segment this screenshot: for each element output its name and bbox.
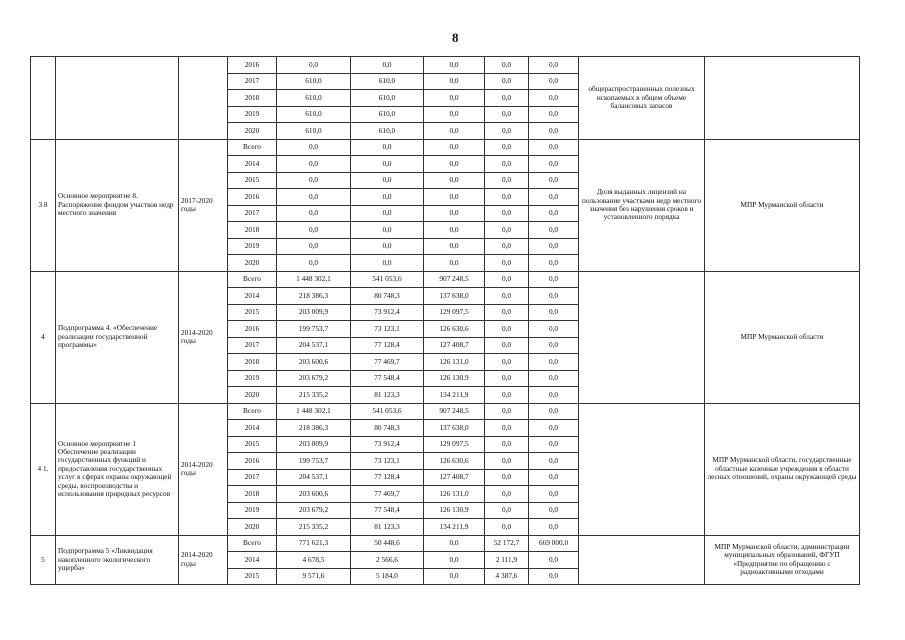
value-cell: 0,0: [424, 222, 485, 239]
measure-name-cell: Подпрограмма 4. «Обеспечение реализации государственной программы»: [56, 271, 179, 403]
value-cell: 0,0: [485, 222, 529, 239]
year-cell: Всего: [228, 271, 277, 288]
value-cell: 0,0: [424, 189, 485, 206]
value-cell: 0,0: [529, 502, 579, 519]
value-cell: 203 600,6: [277, 486, 351, 503]
value-cell: 0,0: [424, 255, 485, 272]
value-cell: 0,0: [485, 354, 529, 371]
value-cell: 0,0: [529, 568, 579, 585]
period-cell: [179, 57, 228, 140]
value-cell: 9 571,6: [277, 568, 351, 585]
value-cell: 77 128,4: [351, 469, 424, 486]
value-cell: 0,0: [529, 172, 579, 189]
year-cell: 2020: [228, 387, 277, 404]
executor-cell: МПР Мурманской области: [705, 139, 860, 271]
value-cell: 126 130,9: [424, 370, 485, 387]
value-cell: 0,0: [529, 90, 579, 107]
value-cell: 0,0: [529, 321, 579, 338]
value-cell: 0,0: [424, 172, 485, 189]
value-cell: 0,0: [529, 106, 579, 123]
year-cell: 2018: [228, 486, 277, 503]
executor-cell: [705, 57, 860, 140]
year-cell: 2014: [228, 288, 277, 305]
value-cell: 0,0: [485, 469, 529, 486]
value-cell: 199 753,7: [277, 453, 351, 470]
value-cell: 610,0: [351, 123, 424, 140]
value-cell: 0,0: [529, 453, 579, 470]
row-number-cell: 5: [31, 535, 56, 585]
value-cell: 0,0: [277, 238, 351, 255]
value-cell: 77 469,7: [351, 486, 424, 503]
value-cell: 0,0: [277, 205, 351, 222]
year-cell: 2014: [228, 552, 277, 569]
value-cell: 0,0: [485, 73, 529, 90]
value-cell: 137 638,0: [424, 288, 485, 305]
value-cell: 0,0: [485, 304, 529, 321]
value-cell: 126 131,0: [424, 354, 485, 371]
value-cell: 0,0: [277, 172, 351, 189]
value-cell: 907 248,5: [424, 271, 485, 288]
value-cell: 1 448 302,1: [277, 271, 351, 288]
page-number: 8: [452, 30, 459, 45]
value-cell: 0,0: [277, 156, 351, 173]
year-cell: 2017: [228, 205, 277, 222]
value-cell: 73 912,4: [351, 304, 424, 321]
value-cell: 0,0: [485, 90, 529, 107]
value-cell: 0,0: [485, 238, 529, 255]
value-cell: 610,0: [277, 123, 351, 140]
value-cell: 2 111,9: [485, 552, 529, 569]
value-cell: 0,0: [424, 57, 485, 74]
value-cell: 73 912,4: [351, 436, 424, 453]
value-cell: 203 600,6: [277, 354, 351, 371]
value-cell: 0,0: [485, 387, 529, 404]
value-cell: 0,0: [529, 387, 579, 404]
value-cell: 5 184,0: [351, 568, 424, 585]
value-cell: 52 172,7: [485, 535, 529, 552]
value-cell: 0,0: [485, 420, 529, 437]
value-cell: 0,0: [277, 255, 351, 272]
table-row: [31, 535, 860, 552]
year-cell: 2014: [228, 156, 277, 173]
value-cell: 81 123,3: [351, 387, 424, 404]
value-cell: 4 678,5: [277, 552, 351, 569]
value-cell: 0,0: [485, 453, 529, 470]
value-cell: 77 548,4: [351, 370, 424, 387]
value-cell: 0,0: [277, 139, 351, 156]
value-cell: 127 408,7: [424, 337, 485, 354]
value-cell: 0,0: [529, 337, 579, 354]
indicator-cell: [579, 271, 705, 403]
indicator-cell: общераспространенных полезных ископаемых в общем объеме балансовых запасов: [579, 57, 705, 140]
year-cell: 2019: [228, 106, 277, 123]
value-cell: 77 548,4: [351, 502, 424, 519]
value-cell: 0,0: [277, 57, 351, 74]
value-cell: 0,0: [485, 519, 529, 536]
period-cell: 2014-2020 годы: [179, 403, 228, 535]
value-cell: 77 128,4: [351, 337, 424, 354]
year-cell: Всего: [228, 535, 277, 552]
year-cell: 2015: [228, 436, 277, 453]
year-cell: 2020: [228, 519, 277, 536]
value-cell: 0,0: [424, 90, 485, 107]
value-cell: 0,0: [529, 469, 579, 486]
value-cell: 129 097,5: [424, 436, 485, 453]
value-cell: 0,0: [424, 205, 485, 222]
table-body: [31, 57, 860, 585]
value-cell: 215 335,2: [277, 519, 351, 536]
value-cell: 0,0: [529, 519, 579, 536]
year-cell: 2017: [228, 469, 277, 486]
year-cell: 2016: [228, 321, 277, 338]
value-cell: 610,0: [351, 73, 424, 90]
value-cell: 2 566,6: [351, 552, 424, 569]
year-cell: 2018: [228, 222, 277, 239]
program-table: [30, 56, 860, 585]
year-cell: 2020: [228, 123, 277, 140]
value-cell: 541 053,6: [351, 403, 424, 420]
value-cell: 0,0: [529, 222, 579, 239]
value-cell: 77 469,7: [351, 354, 424, 371]
value-cell: 0,0: [485, 255, 529, 272]
value-cell: 0,0: [351, 172, 424, 189]
year-cell: 2017: [228, 73, 277, 90]
period-cell: 2014-2020 годы: [179, 271, 228, 403]
value-cell: 0,0: [351, 57, 424, 74]
value-cell: 0,0: [485, 370, 529, 387]
value-cell: 0,0: [485, 106, 529, 123]
value-cell: 0,0: [529, 205, 579, 222]
executor-cell: МПР Мурманской области: [705, 271, 860, 403]
year-cell: 2016: [228, 453, 277, 470]
value-cell: 0,0: [424, 73, 485, 90]
value-cell: 126 130,9: [424, 502, 485, 519]
value-cell: 610,0: [351, 106, 424, 123]
row-number-cell: 4: [31, 271, 56, 403]
value-cell: 218 386,3: [277, 288, 351, 305]
measure-name-cell: Основное мероприятие 1 Обеспечение реализации государственных функций и предоставления государственных услуг в сферах охраны окружающей среды, воспроизводства и использования природных ресурсов: [56, 403, 179, 535]
value-cell: 50 448,6: [351, 535, 424, 552]
value-cell: 0,0: [529, 255, 579, 272]
value-cell: 0,0: [529, 156, 579, 173]
year-cell: 2015: [228, 172, 277, 189]
executor-cell: МПР Мурманской области, администрации муниципальных образований, ФГУП «Предприятие по обращению с радиоактивными отходами: [705, 535, 860, 585]
year-cell: 2016: [228, 57, 277, 74]
value-cell: 0,0: [529, 304, 579, 321]
period-cell: 2014-2020 годы: [179, 535, 228, 585]
value-cell: 610,0: [277, 73, 351, 90]
value-cell: 0,0: [351, 189, 424, 206]
indicator-cell: Доля выданных лицензий на пользование участками недр местного значения без нарушения сроков и установленного порядка: [579, 139, 705, 271]
value-cell: 137 638,0: [424, 420, 485, 437]
row-number-cell: [31, 57, 56, 140]
value-cell: 81 123,3: [351, 519, 424, 536]
indicator-cell: [579, 535, 705, 585]
value-cell: 0,0: [529, 189, 579, 206]
year-cell: 2016: [228, 189, 277, 206]
value-cell: 610,0: [277, 90, 351, 107]
value-cell: 199 753,7: [277, 321, 351, 338]
value-cell: 0,0: [424, 552, 485, 569]
value-cell: 0,0: [485, 189, 529, 206]
value-cell: 0,0: [485, 337, 529, 354]
value-cell: 0,0: [485, 288, 529, 305]
value-cell: 0,0: [485, 205, 529, 222]
value-cell: 0,0: [529, 436, 579, 453]
year-cell: 2014: [228, 420, 277, 437]
value-cell: 126 630,6: [424, 321, 485, 338]
value-cell: 0,0: [424, 106, 485, 123]
value-cell: 0,0: [424, 568, 485, 585]
value-cell: 126 131,0: [424, 486, 485, 503]
value-cell: 0,0: [485, 156, 529, 173]
value-cell: 610,0: [277, 106, 351, 123]
year-cell: Всего: [228, 139, 277, 156]
period-cell: 2017-2020 годы: [179, 139, 228, 271]
table-row: [31, 403, 860, 420]
value-cell: 80 748,3: [351, 420, 424, 437]
value-cell: 127 408,7: [424, 469, 485, 486]
value-cell: 0,0: [529, 420, 579, 437]
value-cell: 0,0: [529, 271, 579, 288]
value-cell: 0,0: [351, 139, 424, 156]
value-cell: 4 387,6: [485, 568, 529, 585]
year-cell: 2019: [228, 370, 277, 387]
value-cell: 80 748,3: [351, 288, 424, 305]
table-row: [31, 271, 860, 288]
value-cell: 0,0: [529, 486, 579, 503]
value-cell: 203 679,2: [277, 370, 351, 387]
value-cell: 0,0: [351, 255, 424, 272]
value-cell: 73 123,1: [351, 453, 424, 470]
value-cell: 0,0: [529, 238, 579, 255]
year-cell: 2018: [228, 354, 277, 371]
year-cell: 2019: [228, 502, 277, 519]
value-cell: 0,0: [424, 123, 485, 140]
value-cell: 218 386,3: [277, 420, 351, 437]
value-cell: 0,0: [529, 288, 579, 305]
year-cell: Всего: [228, 403, 277, 420]
value-cell: 126 630,6: [424, 453, 485, 470]
value-cell: 0,0: [485, 57, 529, 74]
value-cell: 541 053,6: [351, 271, 424, 288]
value-cell: 0,0: [529, 354, 579, 371]
year-cell: 2015: [228, 568, 277, 585]
value-cell: 0,0: [529, 552, 579, 569]
value-cell: 0,0: [485, 502, 529, 519]
value-cell: 907 248,5: [424, 403, 485, 420]
row-number-cell: 3 8: [31, 139, 56, 271]
value-cell: 0,0: [485, 486, 529, 503]
value-cell: 0,0: [485, 436, 529, 453]
value-cell: 0,0: [485, 321, 529, 338]
value-cell: 0,0: [424, 139, 485, 156]
table-row: [31, 139, 860, 156]
value-cell: 0,0: [529, 123, 579, 140]
value-cell: 0,0: [424, 535, 485, 552]
row-number-cell: 4 1.: [31, 403, 56, 535]
table-row: [31, 57, 860, 74]
indicator-cell: [579, 403, 705, 535]
year-cell: 2019: [228, 238, 277, 255]
value-cell: 0,0: [424, 156, 485, 173]
measure-name-cell: [56, 57, 179, 140]
value-cell: 0,0: [351, 222, 424, 239]
value-cell: 0,0: [485, 403, 529, 420]
value-cell: 0,0: [529, 57, 579, 74]
value-cell: 129 097,5: [424, 304, 485, 321]
value-cell: 0,0: [277, 189, 351, 206]
value-cell: 203 009,9: [277, 304, 351, 321]
value-cell: 669 000,0: [529, 535, 579, 552]
value-cell: 134 211,9: [424, 519, 485, 536]
value-cell: 0,0: [529, 370, 579, 387]
value-cell: 134 211,9: [424, 387, 485, 404]
value-cell: 0,0: [351, 205, 424, 222]
year-cell: 2015: [228, 304, 277, 321]
year-cell: 2018: [228, 90, 277, 107]
value-cell: 204 537,1: [277, 337, 351, 354]
executor-cell: МПР Мурманской области, государственные областные казенные учреждения в области лесных отношений, охраны окружающей среды: [705, 403, 860, 535]
value-cell: 0,0: [485, 172, 529, 189]
value-cell: 0,0: [485, 123, 529, 140]
value-cell: 0,0: [485, 139, 529, 156]
value-cell: 0,0: [351, 156, 424, 173]
year-cell: 2017: [228, 337, 277, 354]
value-cell: 0,0: [351, 238, 424, 255]
value-cell: 0,0: [529, 139, 579, 156]
value-cell: 1 448 302,1: [277, 403, 351, 420]
measure-name-cell: Основное мероприятие 8. Распоряжение фондом участков недр местного значения: [56, 139, 179, 271]
value-cell: 0,0: [485, 271, 529, 288]
value-cell: 203 679,2: [277, 502, 351, 519]
value-cell: 204 537,1: [277, 469, 351, 486]
value-cell: 203 009,9: [277, 436, 351, 453]
measure-name-cell: Подпрограмма 5 «Ликвидация накопленного экологического ущерба»: [56, 535, 179, 585]
value-cell: 0,0: [424, 238, 485, 255]
value-cell: 610,0: [351, 90, 424, 107]
value-cell: 215 335,2: [277, 387, 351, 404]
value-cell: 73 123,1: [351, 321, 424, 338]
year-cell: 2020: [228, 255, 277, 272]
value-cell: 0,0: [277, 222, 351, 239]
value-cell: 0,0: [529, 403, 579, 420]
value-cell: 0,0: [529, 73, 579, 90]
value-cell: 771 621,3: [277, 535, 351, 552]
